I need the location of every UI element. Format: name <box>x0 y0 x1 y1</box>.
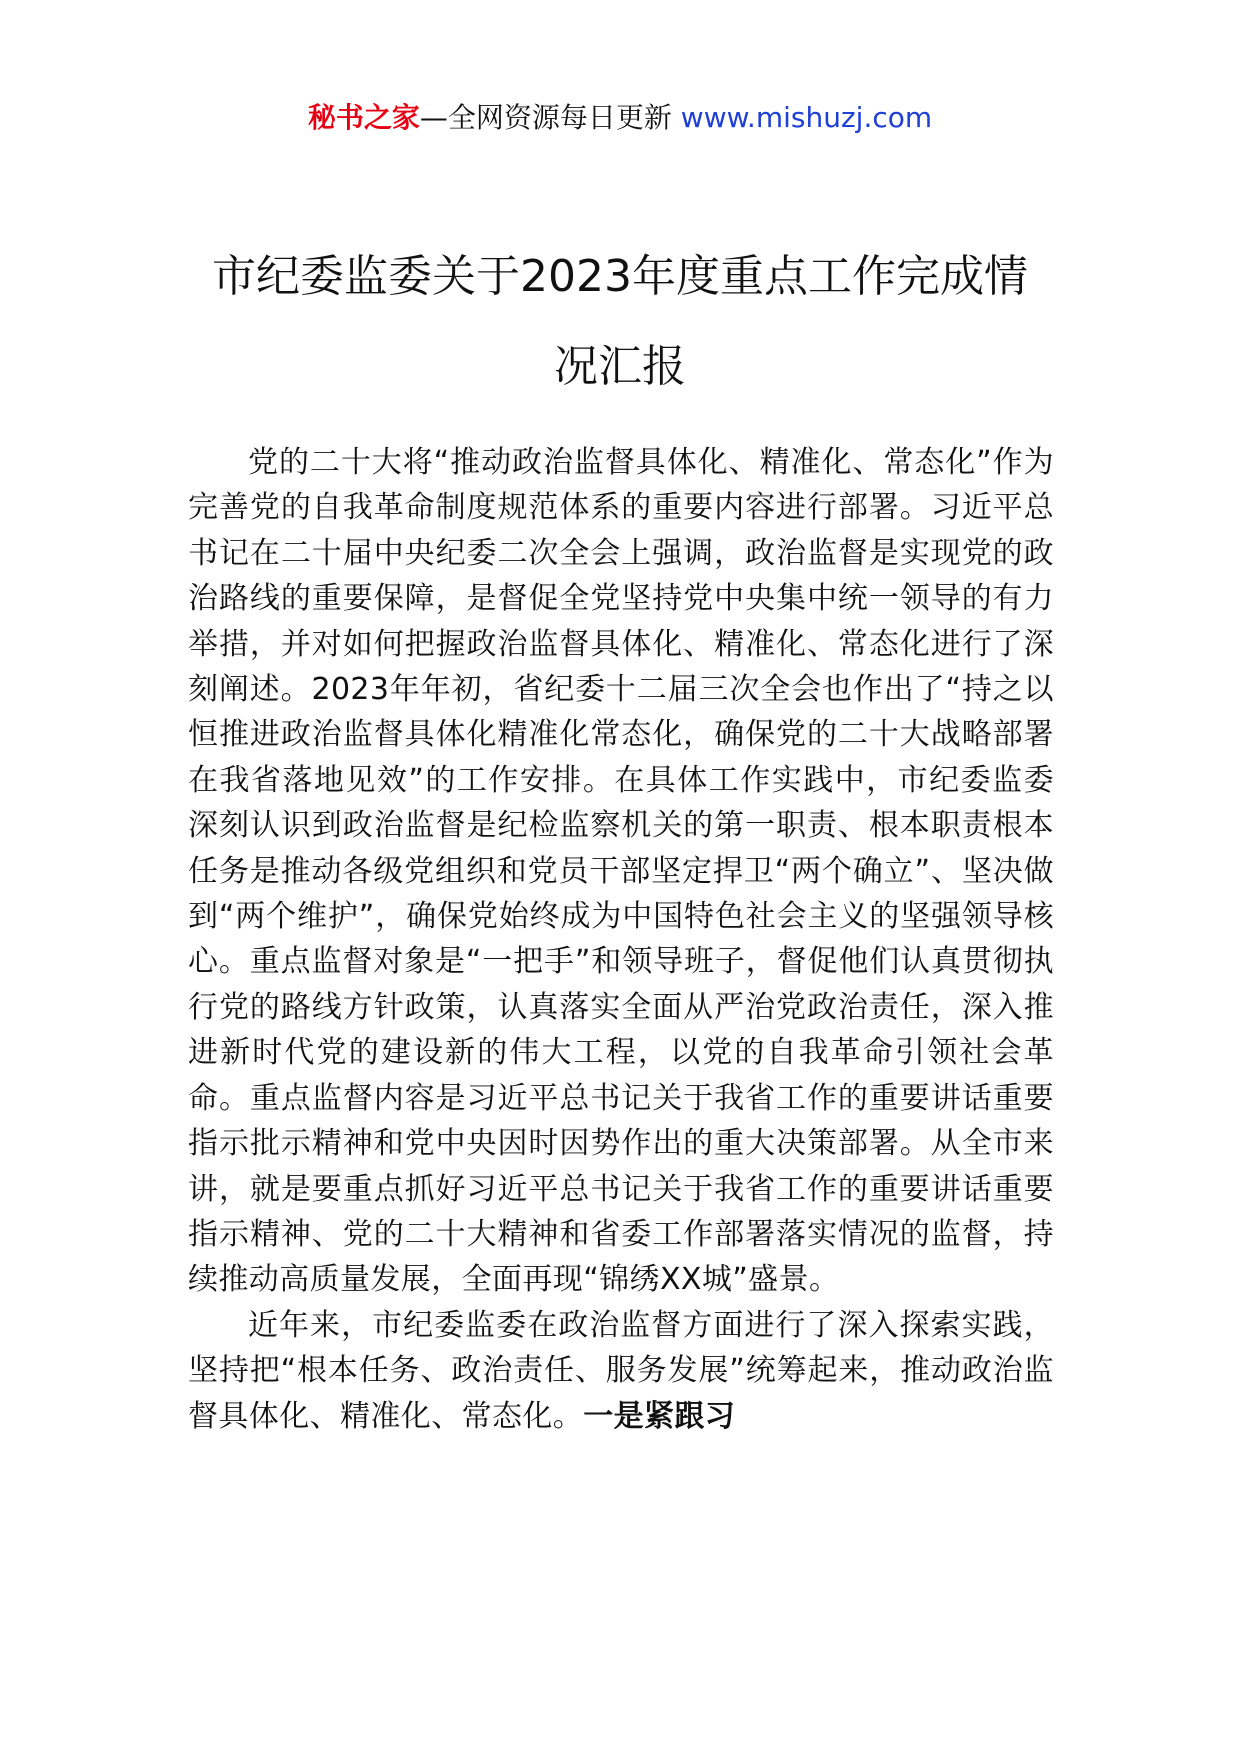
document-title <box>160 232 1080 412</box>
paragraph-2-text: 近年来，市纪委监委在政治监督方面进行了深入探索实践，坚持把“根本任务、政治责任、服务发展”统筹起来，推动政治监督具体化、精准化、常态化。 <box>188 1307 1054 1434</box>
paragraph-2-bold-lead: 一是紧跟习 <box>583 1398 736 1434</box>
site-brand: 秘书之家 <box>307 101 420 134</box>
document-title-line-2: 况汇报 <box>554 341 686 392</box>
paragraph-1: 党的二十大将“推动政治监督具体化、精准化、常态化”作为完善党的自我革命制度规范体系的重要内容进行部署。习近平总书记在二十届中央纪委二次全会上强调，政治监督是实现党的政治路线的重要保障，是督促全党坚持党中央集中统一领导的有力举措，并对如何把握政治监督具体化、精准化、常态化进行了深刻阐述。2023年年初，省纪委十二届三次全会也作出了“持之以恒推进政治监督具体化精准化常态化，确保党的二十大战略部署在我省落地见效”的工作安排。在具体工作实践中，市纪委监委深刻认识到政治监督是纪检监察机关的第一职责、根本职责根本任务是推动各级党组织和党员干部坚定捍卫“两个确立”、坚决做到“两个维护”，确保党始终成为中国特色社会主义的坚强领导核心。重点监督对象是“一把手”和领导班子，督促他们认真贯彻执行党的路线方针政策，认真落实全面从严治党政治责任，深入推进新时代党的建设新的伟大工程，以党的自我革命引领社会革命。重点监督内容是习近平总书记关于我省工作的重要讲话重要指示批示精神和党中央因时因势作出的重大决策部署。从全市来讲，就是要重点抓好习近平总书记关于我省工作的重要讲话重要指示精神、党的二十大精神和省委工作部署落实情况的监督，持续推动高质量发展，全面再现“锦绣XX城”盛景。 <box>188 445 1054 1298</box>
site-header <box>0 98 1240 138</box>
site-slogan: —全网资源每日更新 <box>419 101 672 134</box>
document-title-line-1: 市纪委监委关于2023年度重点工作完成情 <box>212 251 1028 302</box>
paragraph-2 <box>188 1303 1054 1439</box>
site-url-link[interactable]: www.mishuzj.com <box>680 101 933 134</box>
document-body <box>188 440 1054 1439</box>
